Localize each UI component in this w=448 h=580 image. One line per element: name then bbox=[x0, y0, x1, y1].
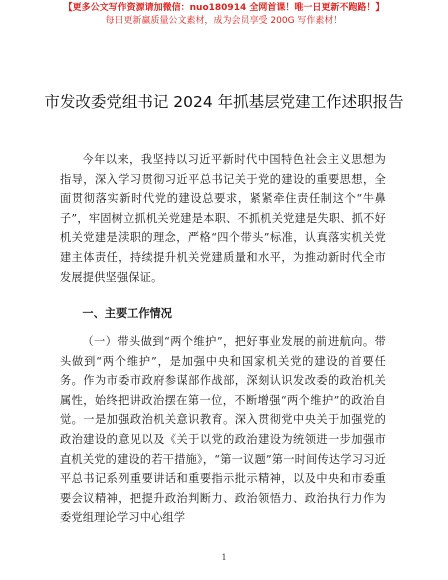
page-number: 1 bbox=[221, 553, 227, 562]
promo-banner-line1: 【更多公文写作资源请加微信：nuo180914 全网首课！唯一日更新不跑路！】 bbox=[63, 3, 385, 13]
promo-banner-line2: 每日更新赢质量公文素材，成为会员享受 200G 写作素材！ bbox=[105, 16, 343, 26]
section-heading: 一、主要工作情况 bbox=[82, 307, 172, 320]
promo-banner bbox=[0, 2, 448, 28]
section-paragraph: （一）带头做到“两个维护”，把好事业发展的前进航向。带头做到“两个维护”，是加强中央和国家机关党的建设的首要任务。作为市委市政府参谋部作战部，深刻认识发改委的政治机关属性，始终把讲政治摆在第一位，不断增强“两个维护”的政治自觉。一是加强政治机关意识教育。深入贯彻党中央关于加强党的政治建设的意见以及《关于以党的政治建设为统领进一步加强市直机关党的建设的若干措施》，“第一议题”第一时间传达学习习近平总书记系列重要讲话和重要指示批示精神，以及中央和市委重要会议精神，把提升政治判断力、政治领悟力、政治执行力作为委党组理论学习中心组学 bbox=[60, 335, 386, 525]
intro-paragraph: 今年以来，我坚持以习近平新时代中国特色社会主义思想为指导，深入学习贯彻习近平总书记关于党的建设的重要思想，全面贯彻落实新时代党的建设总要求，紧紧牵住责任制这个“牛鼻子”，牢固树立抓机关党建是本职、不抓机关党建是失职、抓不好机关党建是渎职的理念，严格“四个带头”标准，认真落实机关党建主体责任，持续提升机关党建质量和水平，为推动新时代全市发展提供坚强保证。 bbox=[60, 153, 386, 284]
document-title: 市发改委党组书记 2024 年抓基层党建工作述职报告 bbox=[44, 93, 404, 111]
